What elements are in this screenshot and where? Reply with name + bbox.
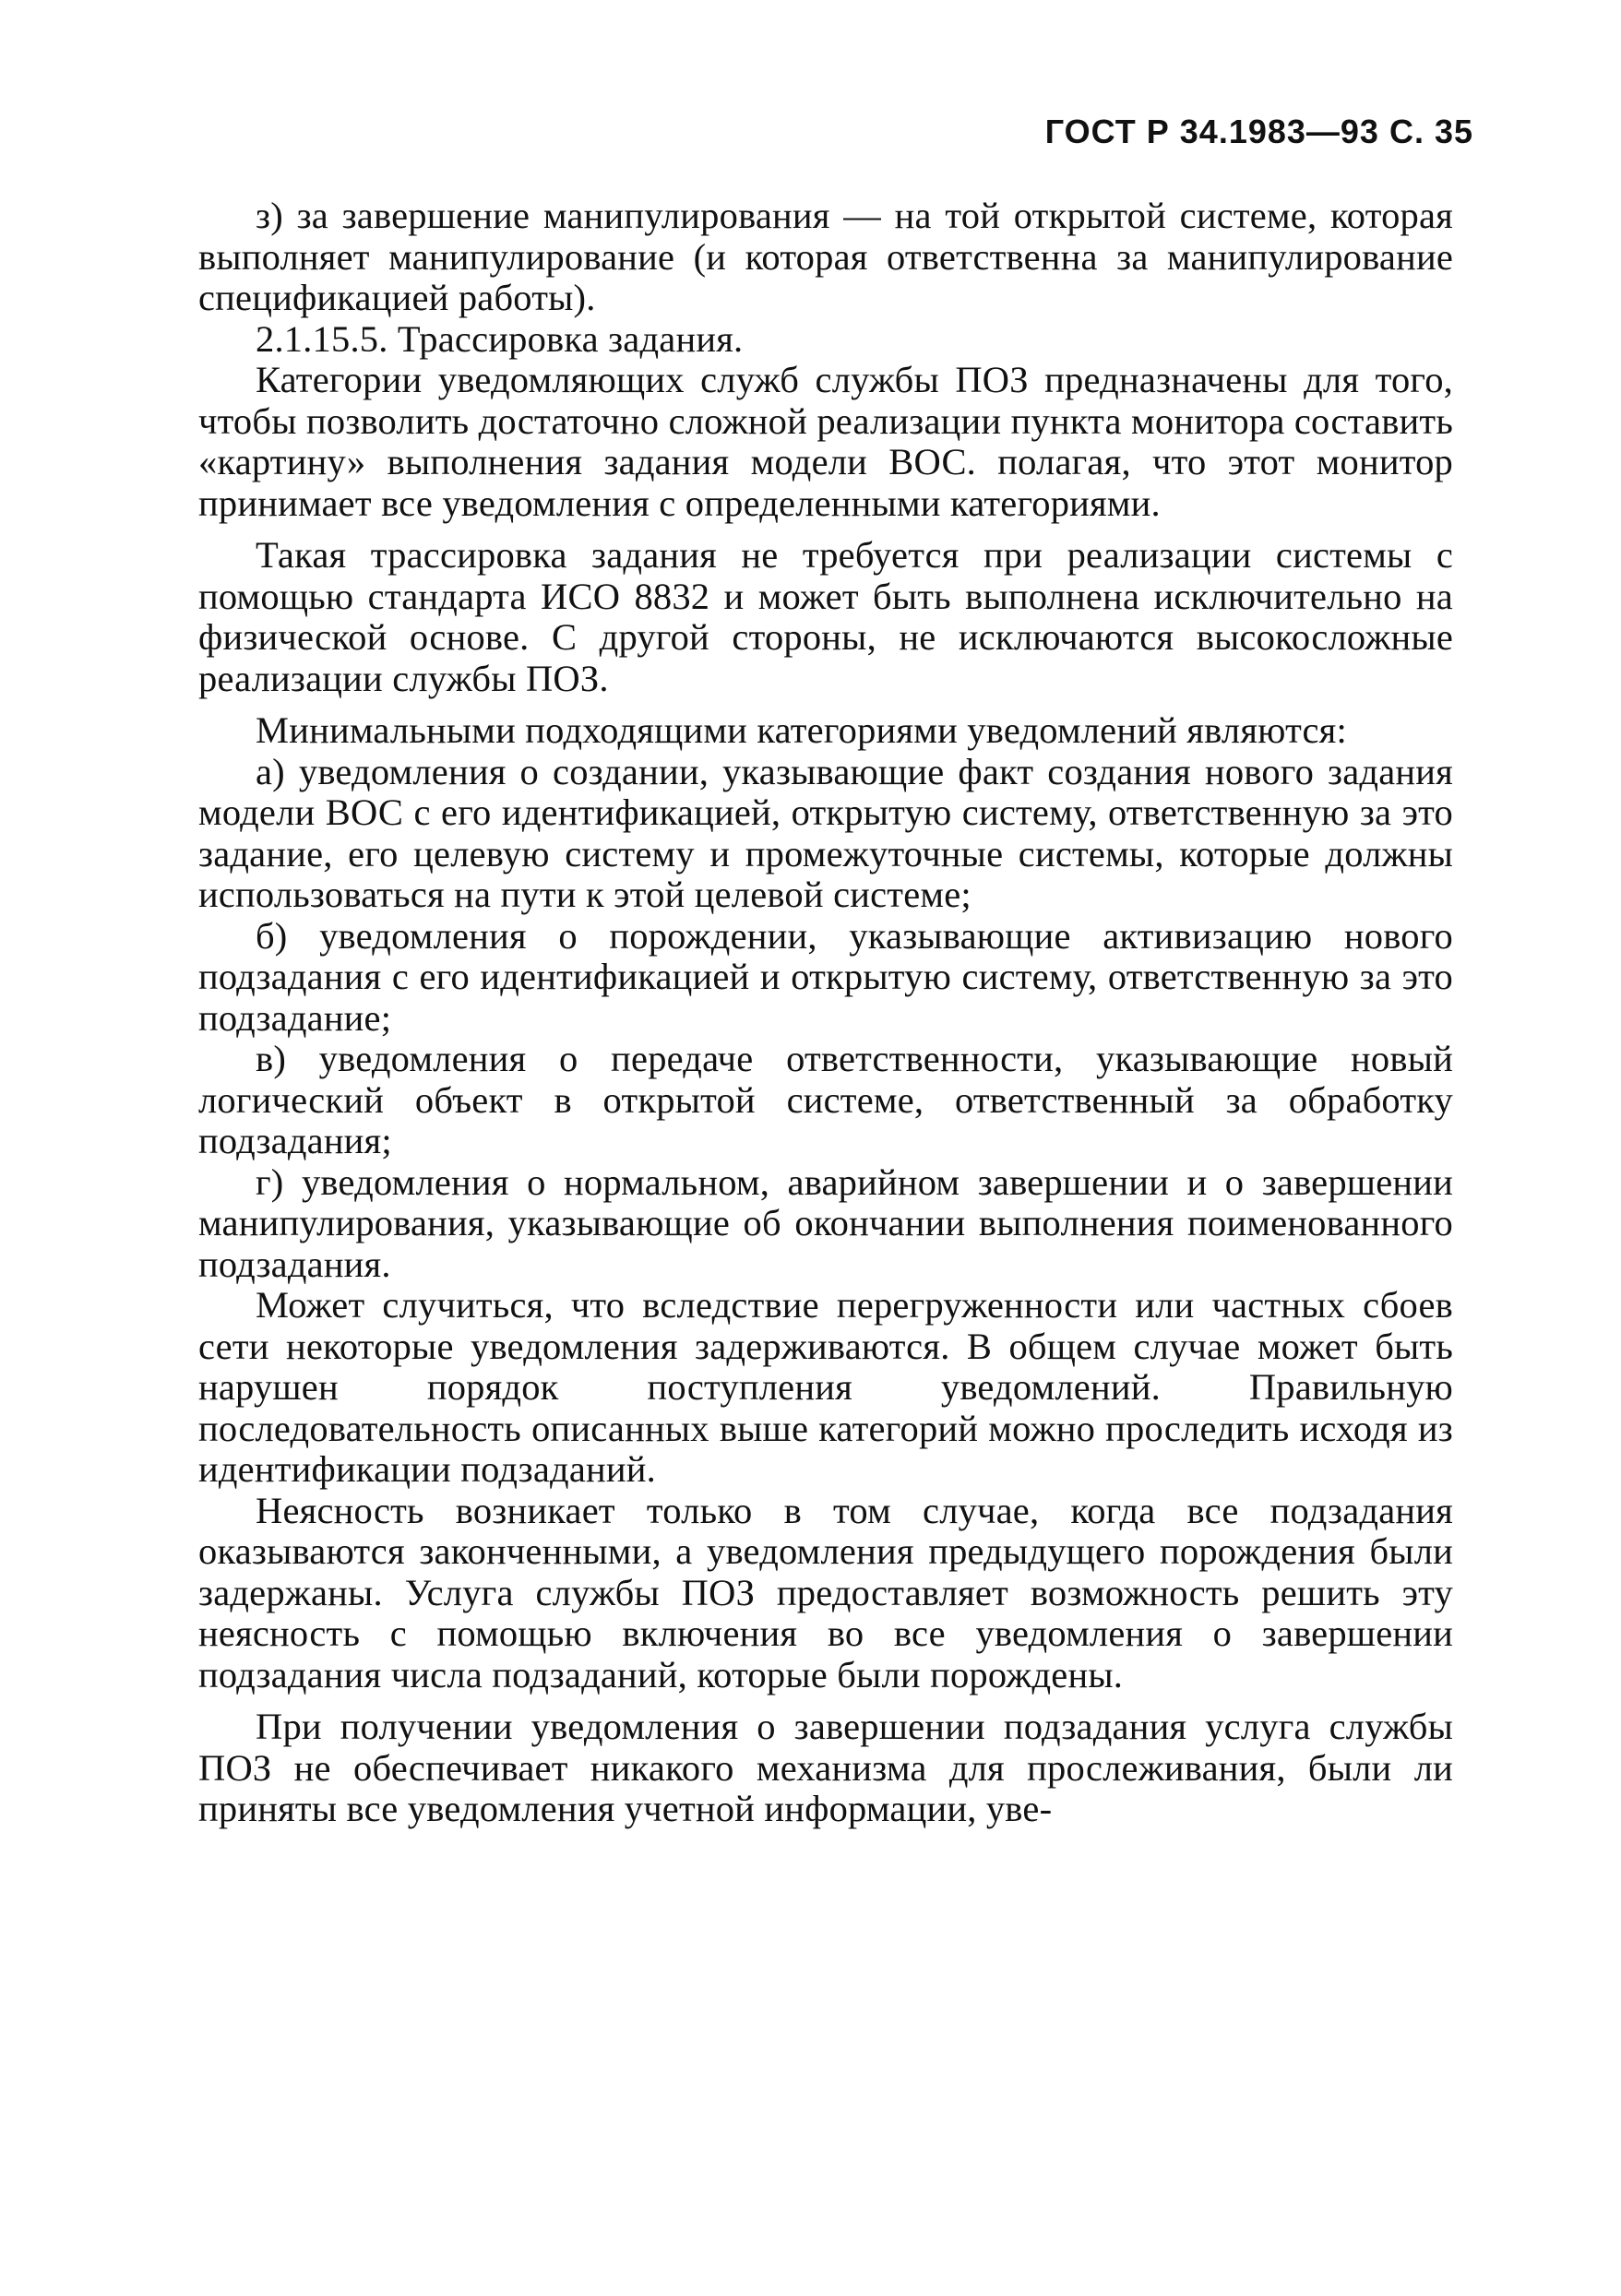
paragraph-delays: Может случиться, что вследствие перегруженности или частных сбоев сети некоторые уведомления задерживаются. В общем случае может быть нарушен порядок поступления уведомлений. Правильную последовательность описанных выше категорий можно проследить исходя из идентификации подзаданий. <box>198 1284 1453 1490</box>
paragraph-completion-manipulation: з) за завершение манипулирования — на той открытой системе, которая выполняет манипулирование (и которая ответственна за манипулирование спецификацией работы). <box>198 195 1453 318</box>
paragraph-ambiguity: Неясность возникает только в том случае, когда все подзадания оказываются законченными, а уведомления предыдущего порождения были задержаны. Услуга службы ПОЗ предоставляет возможность решить эту неясность с помощью включения во все уведомления о завершении подзадания числа подзаданий, которые были порождены. <box>198 1489 1453 1695</box>
section-heading-job-tracing: 2.1.15.5. Трассировка задания. <box>256 317 744 360</box>
list-item-b: б) уведомления о порождении, указывающие активизацию нового подзадания с его идентификацией и открытую систему, ответственную за это подзадание; <box>198 914 1453 1039</box>
document-body <box>198 196 1453 1830</box>
paragraph-minimal-categories: Минимальными подходящими категориями уведомлений являются: <box>256 709 1347 751</box>
list-item-g: г) уведомления о нормальном, аварийном завершении и о завершении манипулирования, указывающие об окончании выполнения поименованного подзадания. <box>198 1160 1453 1285</box>
list-item-v: в) уведомления о передаче ответственности, указывающие новый логический объект в открытой системе, ответственный за обработку подзадания; <box>198 1038 1453 1161</box>
paragraph-tracing-not-required: Такая трассировка задания не требуется при реализации системы с помощью стандарта ИСО 8832 и может быть выполнена исключительно на физической основе. С другой стороны, не исключаются высокосложные реализации службы ПОЗ. <box>198 534 1453 699</box>
paragraph-completion-notification: При получении уведомления о завершении подзадания услуга службы ПОЗ не обеспечивает никакого механизма для прослеживания, были ли приняты все уведомления учетной информации, уве- <box>198 1706 1453 1829</box>
paragraph-notification-categories: Категории уведомляющих служб службы ПОЗ предназначены для того, чтобы позволить достаточно сложной реализации пункта монитора составить «картину» выполнения задания модели ВОС. полагая, что этот монитор принимает все уведомления с определенными категориями. <box>198 359 1453 524</box>
page-header: ГОСТ Р 34.1983—93 С. 35 <box>1044 113 1473 150</box>
list-item-a: а) уведомления о создании, указывающие факт создания нового задания модели ВОС с его идентификацией, открытую систему, ответственную за это задание, его целевую систему и промежуточные системы, которые должны использоваться на пути к этой целевой системе; <box>198 750 1453 915</box>
